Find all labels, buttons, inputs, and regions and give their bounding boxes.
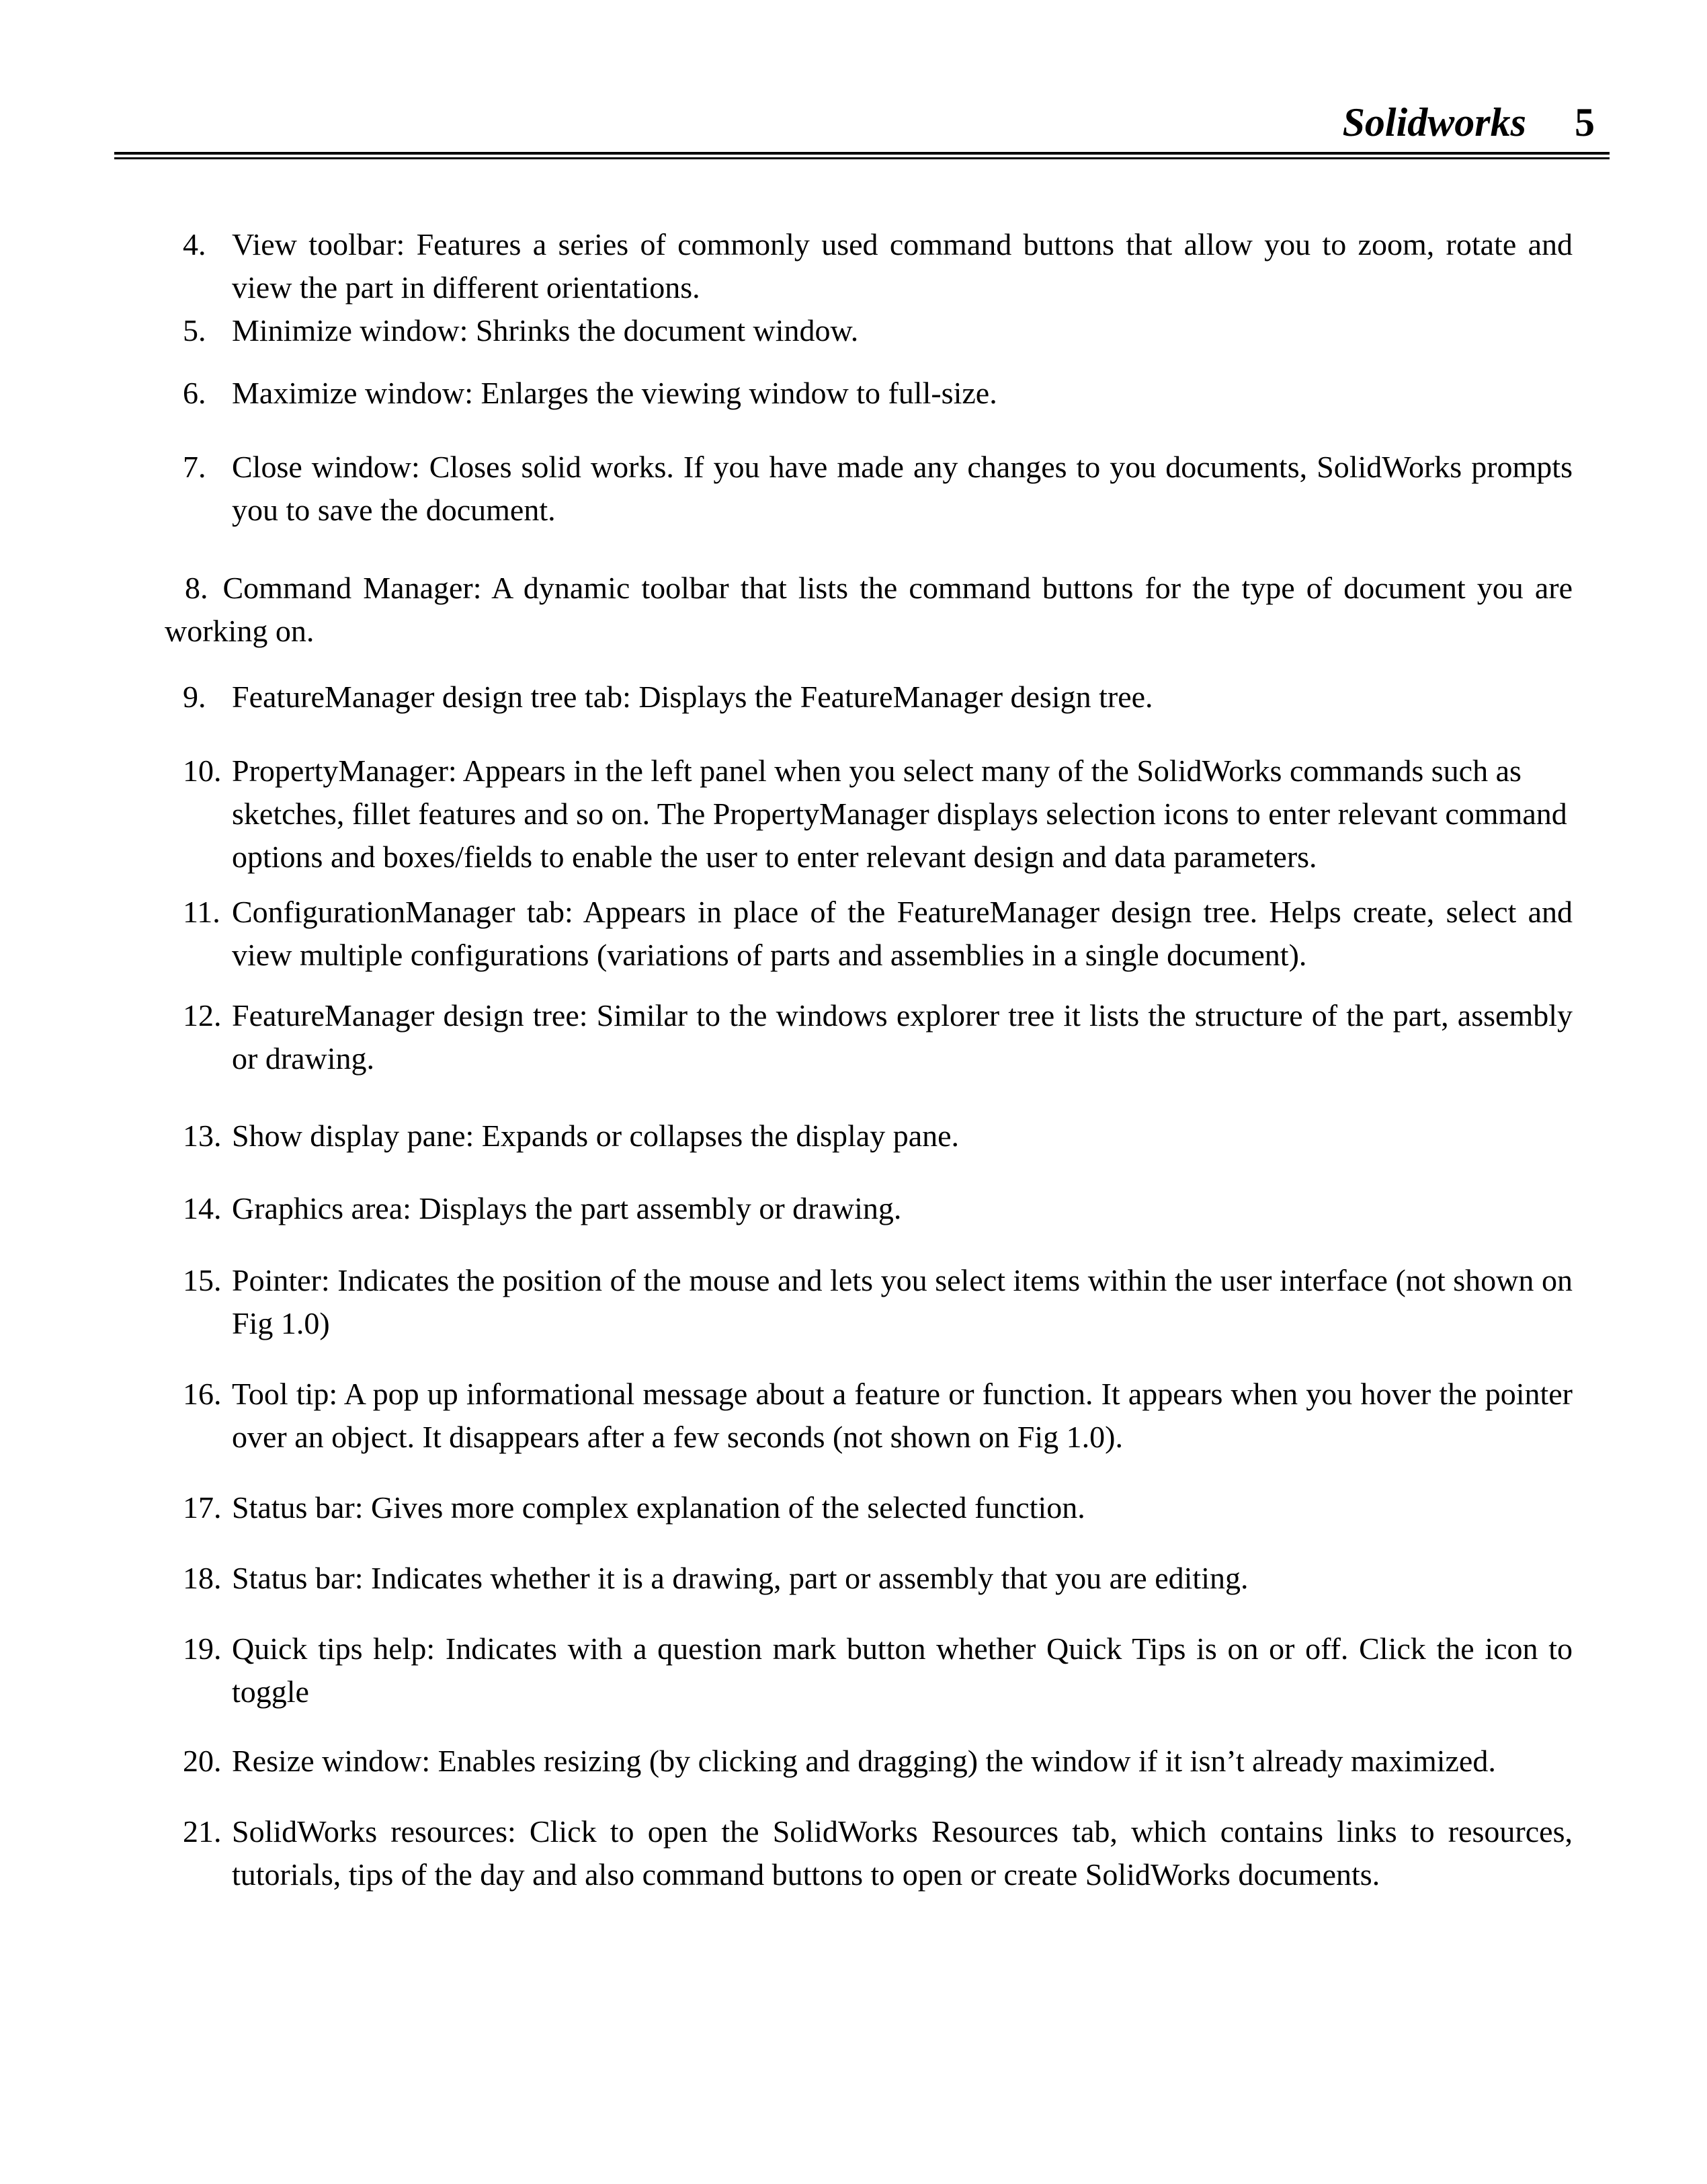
list-item xyxy=(165,1810,1573,1896)
item-number: 12. xyxy=(183,998,222,1033)
item-number: 20. xyxy=(183,1744,222,1778)
item-number: 5. xyxy=(183,313,206,348)
item-text: Command Manager: A dynamic toolbar that lists the command buttons for the type of document you are working on. xyxy=(165,571,1573,648)
item-text: Status bar: Gives more complex explanation of the selected function. xyxy=(232,1490,1085,1525)
item-number: 7. xyxy=(183,450,206,484)
item-number: 13. xyxy=(183,1119,222,1153)
item-text: Quick tips help: Indicates with a question mark button whether Quick Tips is on or off. Click the icon to toggle xyxy=(232,1631,1573,1709)
item-number: 14. xyxy=(183,1191,222,1225)
list-item xyxy=(165,750,1573,879)
item-number: 8. xyxy=(185,571,208,605)
page-number: 5 xyxy=(1575,100,1595,145)
item-text: Close window: Closes solid works. If you have made any changes to you documents, SolidWorks prompts you to save the document. xyxy=(232,450,1573,527)
page-body xyxy=(165,223,1573,1924)
item-text: FeatureManager design tree: Similar to the windows explorer tree it lists the structure of the part, assembly or drawing. xyxy=(232,998,1573,1076)
item-text: View toolbar: Features a series of commonly used command buttons that allow you to zoom, rotate and view the part in different orientations. xyxy=(232,227,1573,305)
item-number: 6. xyxy=(183,376,206,410)
item-text: Graphics area: Displays the part assembly or drawing. xyxy=(232,1191,902,1225)
list-item xyxy=(165,1627,1573,1713)
list-item xyxy=(165,891,1573,977)
list-item xyxy=(165,1115,1573,1158)
item-text: Tool tip: A pop up informational message about a feature or function. It appears when you hover the pointer over an object. It disappears after a few seconds (not shown on Fig 1.0). xyxy=(232,1377,1573,1454)
item-number: 18. xyxy=(183,1561,222,1595)
page-header xyxy=(1343,101,1595,144)
item-number: 11. xyxy=(183,895,220,929)
list-item xyxy=(165,1486,1573,1529)
list-item xyxy=(165,1259,1573,1345)
list-item xyxy=(165,676,1573,719)
item-number: 16. xyxy=(183,1377,222,1411)
item-text: ConfigurationManager tab: Appears in place of the FeatureManager design tree. Helps create, select and view multiple configurations (variations of parts and assemblies in a single document). xyxy=(232,895,1573,972)
item-number: 15. xyxy=(183,1263,222,1297)
header-rule xyxy=(114,152,1610,159)
item-number: 4. xyxy=(183,227,206,261)
list-item xyxy=(165,223,1573,309)
item-text: Show display pane: Expands or collapses the display pane. xyxy=(232,1119,960,1153)
list-item xyxy=(165,1740,1573,1783)
item-number: 17. xyxy=(183,1490,222,1525)
item-number: 9. xyxy=(183,680,206,714)
running-title: Solidworks xyxy=(1342,100,1526,145)
list-item xyxy=(165,994,1573,1080)
numbered-list xyxy=(165,223,1573,1896)
item-number: 10. xyxy=(183,754,222,788)
item-text: Resize window: Enables resizing (by clicking and dragging) the window if it isn’t already maximized. xyxy=(232,1744,1496,1778)
item-number: 21. xyxy=(183,1814,222,1849)
list-item xyxy=(165,309,1573,352)
list-item xyxy=(165,372,1573,415)
item-text: PropertyManager: Appears in the left panel when you select many of the SolidWorks commands such as sketches, fillet features and so on. The PropertyManager displays selection icons to enter relevant command options and boxes/fields to enable the user to enter relevant design and data parameters. xyxy=(232,754,1567,874)
list-item xyxy=(165,1187,1573,1230)
item-text: SolidWorks resources: Click to open the SolidWorks Resources tab, which contains links to resources, tutorials, tips of the day and also command buttons to open or create SolidWorks documents. xyxy=(232,1814,1573,1892)
item-number: 19. xyxy=(183,1631,222,1666)
list-item xyxy=(165,567,1573,653)
item-text: Pointer: Indicates the position of the mouse and lets you select items within the user interface (not shown on Fig 1.0) xyxy=(232,1263,1573,1340)
list-item xyxy=(165,1557,1573,1600)
item-text: Status bar: Indicates whether it is a drawing, part or assembly that you are editing. xyxy=(232,1561,1249,1595)
list-item xyxy=(165,446,1573,532)
item-text: FeatureManager design tree tab: Displays the FeatureManager design tree. xyxy=(232,680,1153,714)
item-text: Minimize window: Shrinks the document window. xyxy=(232,313,859,348)
item-text: Maximize window: Enlarges the viewing window to full-size. xyxy=(232,376,997,410)
list-item xyxy=(165,1373,1573,1459)
